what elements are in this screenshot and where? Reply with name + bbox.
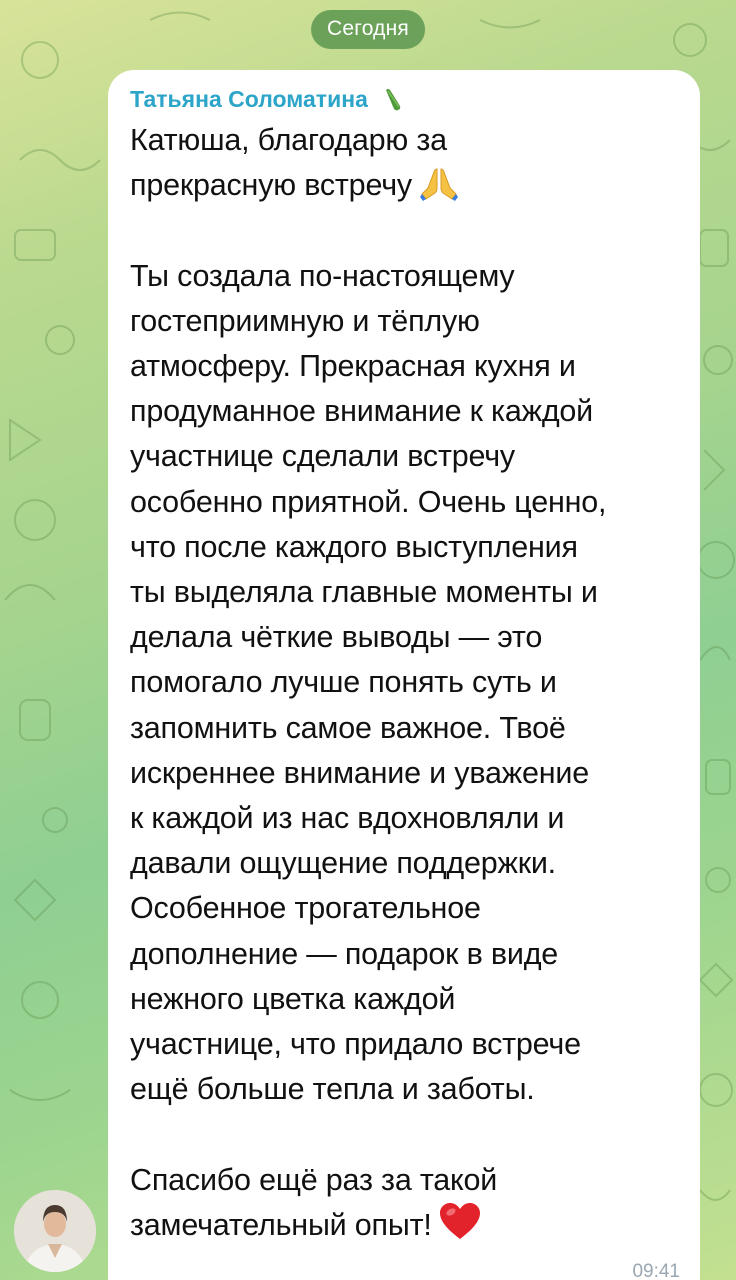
folded-hands-icon [420,167,458,201]
sender-name[interactable]: Татьяна Соломатина [130,85,368,112]
message-line: прекрасную встречу [130,168,412,203]
date-separator: Сегодня [311,10,425,49]
red-heart-icon [440,1203,480,1241]
message-text [130,118,678,1248]
avatar-image [14,1190,96,1272]
message-line: Катюша, благодарю за [130,123,447,157]
message-line: замечательный опыт! [130,1207,432,1242]
sender-avatar[interactable] [14,1190,96,1272]
message-line: Спасибо ещё раз за такой [130,1162,498,1197]
message-bubble[interactable] [108,70,700,1280]
cucumber-icon [382,86,404,112]
message-sender [130,84,678,114]
message-time: 09:41 [632,1261,680,1280]
message-paragraph: Ты создала по-настоящему гостеприимную и тёплую атмосферу. Прекрасная кухня и продуманное внимание к каждой участнице сделали встречу особенно приятной. Очень ценно, что после каждого выступления ты выделяла главные моменты и делала чёткие выводы — это помогало лучше понять суть и запомнить самое важное. Твоё искреннее внимание и уважение к каждой из нас вдохновляли и давали ощущение поддержки. Особенное трогательное дополнение — подарок в виде нежного цветка каждой участнице, что придало встрече ещё больше тепла и заботы. [130,258,607,1107]
